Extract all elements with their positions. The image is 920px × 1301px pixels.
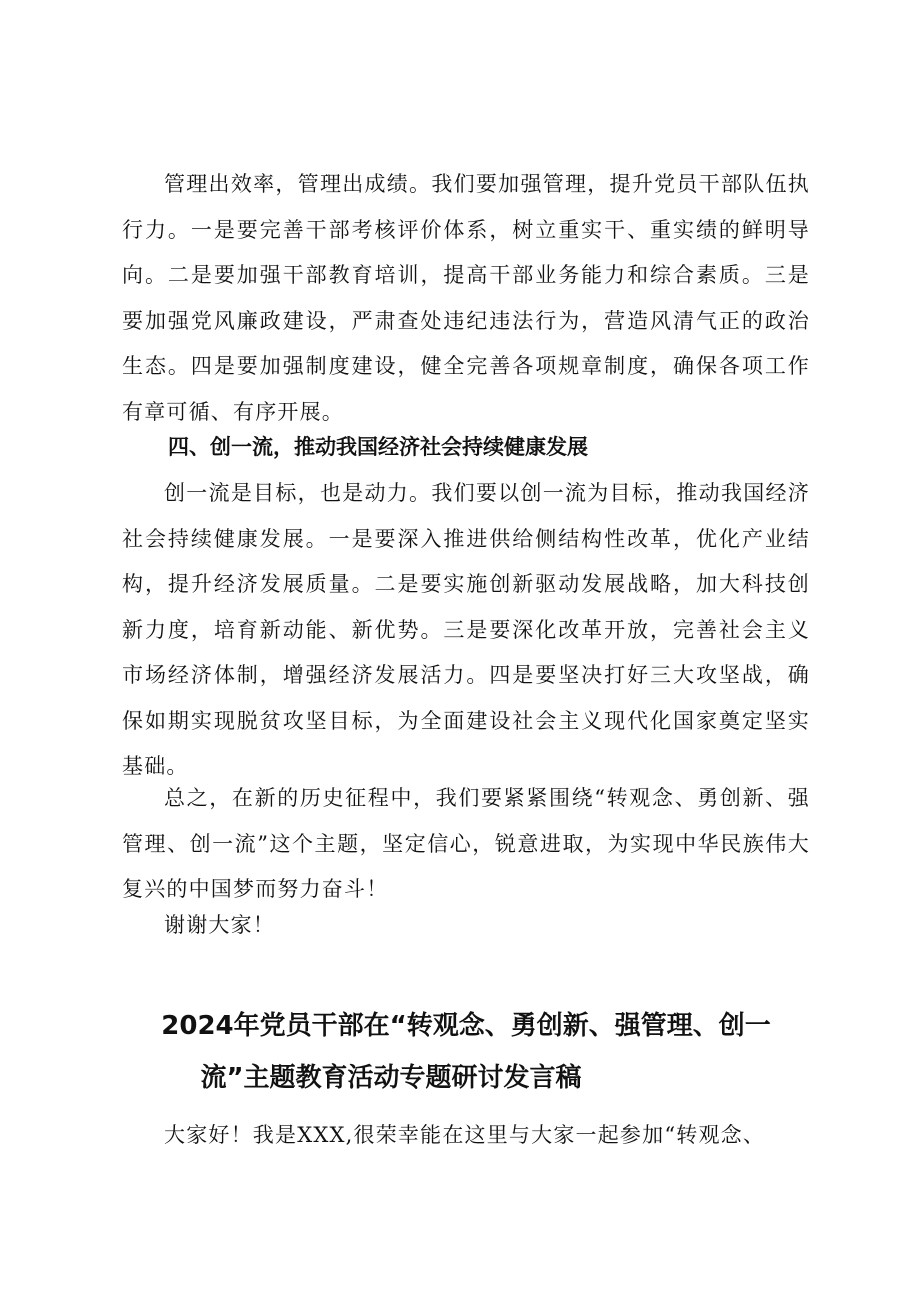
article-title-line-1: 2024年党员干部在“转观念、勇创新、强管理、创一: [161, 1011, 771, 1041]
paragraph-first-class: 创一流是目标，也是动力。我们要以创一流为目标，推动我国经济社会持续健康发展。一是要深入推进供给侧结构性改革，优化产业结构，提升经济发展质量。二是要实施创新驱动发展战略，加大科技创新力度，培育新动能、新优势。三是要深化改革开放，完善社会主义市场经济体制，增强经济发展活力。四是要坚决打好三大攻坚战，确保如期实现脱贫攻坚目标，为全面建设社会主义现代化国家奠定坚实基础。: [122, 481, 810, 778]
article-title: [122, 1000, 810, 1104]
section-heading-4: 四、创一流，推动我国经济社会持续健康发展: [168, 435, 588, 459]
article-title-line-2: 流”主题教育活动专题研讨发言稿: [200, 1063, 582, 1093]
paragraph-thanks: 谢谢大家！: [164, 913, 275, 937]
paragraph-management: 管理出效率，管理出成绩。我们要加强管理，提升党员干部队伍执行力。一是要完善干部考核评价体系，树立重实干、重实绩的鲜明导向。二是要加强干部教育培训，提高干部业务能力和综合素质。三是要加强党风廉政建设，严肃查处违纪违法行为，营造风清气正的政治生态。四是要加强制度建设，健全完善各项规章制度，确保各项工作有章可循、有序开展。: [122, 172, 810, 424]
paragraph-opening: 大家好！我是XXX,很荣幸能在这里与大家一起参加“转观念、: [164, 1123, 766, 1147]
paragraph-conclusion: 总之，在新的历史征程中，我们要紧紧围绕“转观念、勇创新、强管理、创一流”这个主题，坚定信心，锐意进取，为实现中华民族伟大复兴的中国梦而努力奋斗！: [122, 786, 810, 901]
